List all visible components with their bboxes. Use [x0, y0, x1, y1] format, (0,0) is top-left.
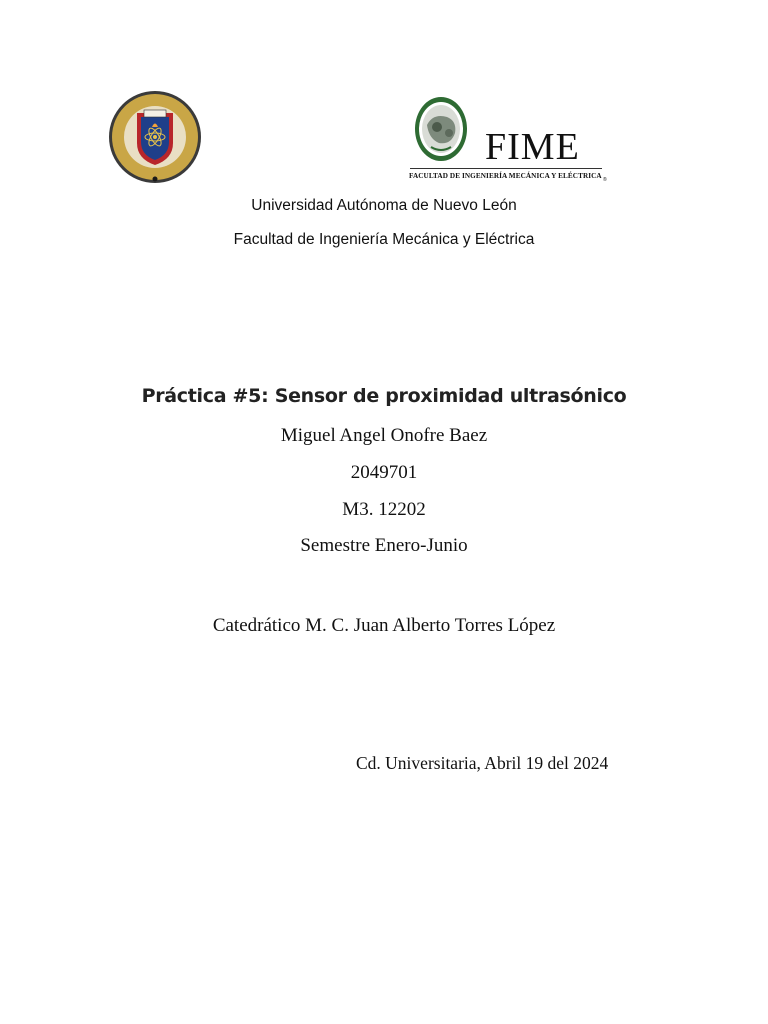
- place-date: Cd. Universitaria, Abril 19 del 2024: [356, 753, 609, 773]
- registered-mark: ®: [603, 177, 607, 183]
- group: M3. 12202: [342, 499, 426, 520]
- uanl-seal-icon: [107, 89, 203, 185]
- student-name: Miguel Angel Onofre Baez: [280, 425, 488, 446]
- fime-emblem-icon: [407, 95, 475, 163]
- professor: Catedrático M. C. Juan Alberto Torres López: [212, 615, 556, 636]
- fime-logo: [407, 95, 607, 185]
- uanl-logo: [107, 89, 203, 185]
- practice-title: Práctica #5: Sensor de proximidad ultrasónico: [141, 385, 627, 407]
- faculty-name: Facultad de Ingeniería Mecánica y Eléctrica: [233, 231, 535, 248]
- student-id: 2049701: [350, 462, 418, 483]
- fime-subtitle: FACULTAD DE INGENIERÍA MECÁNICA Y ELÉCTRICA: [409, 172, 602, 180]
- university-name: Universidad Autónoma de Nuevo León: [251, 197, 517, 214]
- fime-divider: [410, 168, 602, 169]
- semester: Semestre Enero-Junio: [300, 535, 468, 556]
- fime-wordmark: FIME: [485, 126, 580, 168]
